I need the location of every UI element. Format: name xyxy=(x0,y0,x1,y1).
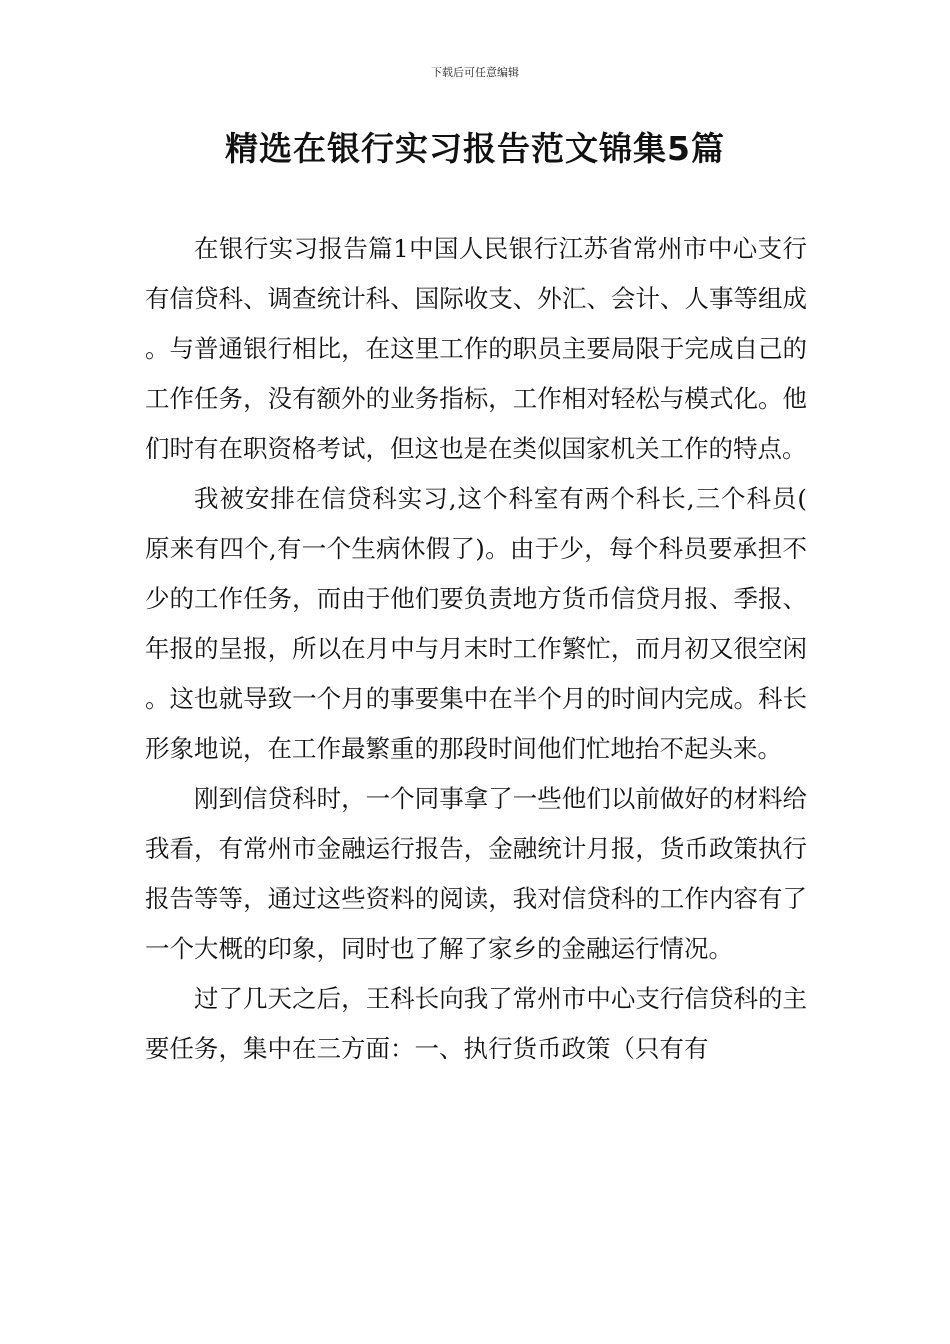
header-note: 下载后可任意编辑 xyxy=(431,66,519,79)
document-title: 精选在银行实习报告范文锦集5篇 xyxy=(225,129,725,168)
paragraph-4: 过了几天之后，王科长向我了常州市中心支行信贷科的主要任务，集中在三方面：一、执行货币政策（只有有 xyxy=(145,984,807,1063)
document-body xyxy=(145,224,807,1074)
paragraph-1: 在银行实习报告篇1中国人民银行江苏省常州市中心支行有信贷科、调查统计科、国际收支、外汇、会计、人事等组成。与普通银行相比，在这里工作的职员主要局限于完成自己的工作任务，没有额外的业务指标，工作相对轻松与模式化。他们时有在职资格考试，但这也是在类似国家机关工作的特点。 xyxy=(145,234,807,463)
paragraph-2: 我被安排在信贷科实习,这个科室有两个科长,三个科员(原来有四个,有一个生病休假了)。由于少，每个科员要承担不少的工作任务，而由于他们要负责地方货币信贷月报、季报、年报的呈报，所以在月中与月末时工作繁忙，而月初又很空闲。这也就导致一个月的事要集中在半个月的时间内完成。科长形象地说，在工作最繁重的那段时间他们忙地抬不起头来。 xyxy=(145,484,807,763)
paragraph-3: 刚到信贷科时，一个同事拿了一些他们以前做好的材料给我看，有常州市金融运行报告，金融统计月报，货币政策执行报告等等，通过这些资料的阅读，我对信贷科的工作内容有了一个大概的印象，同时也了解了家乡的金融运行情况。 xyxy=(145,784,807,963)
